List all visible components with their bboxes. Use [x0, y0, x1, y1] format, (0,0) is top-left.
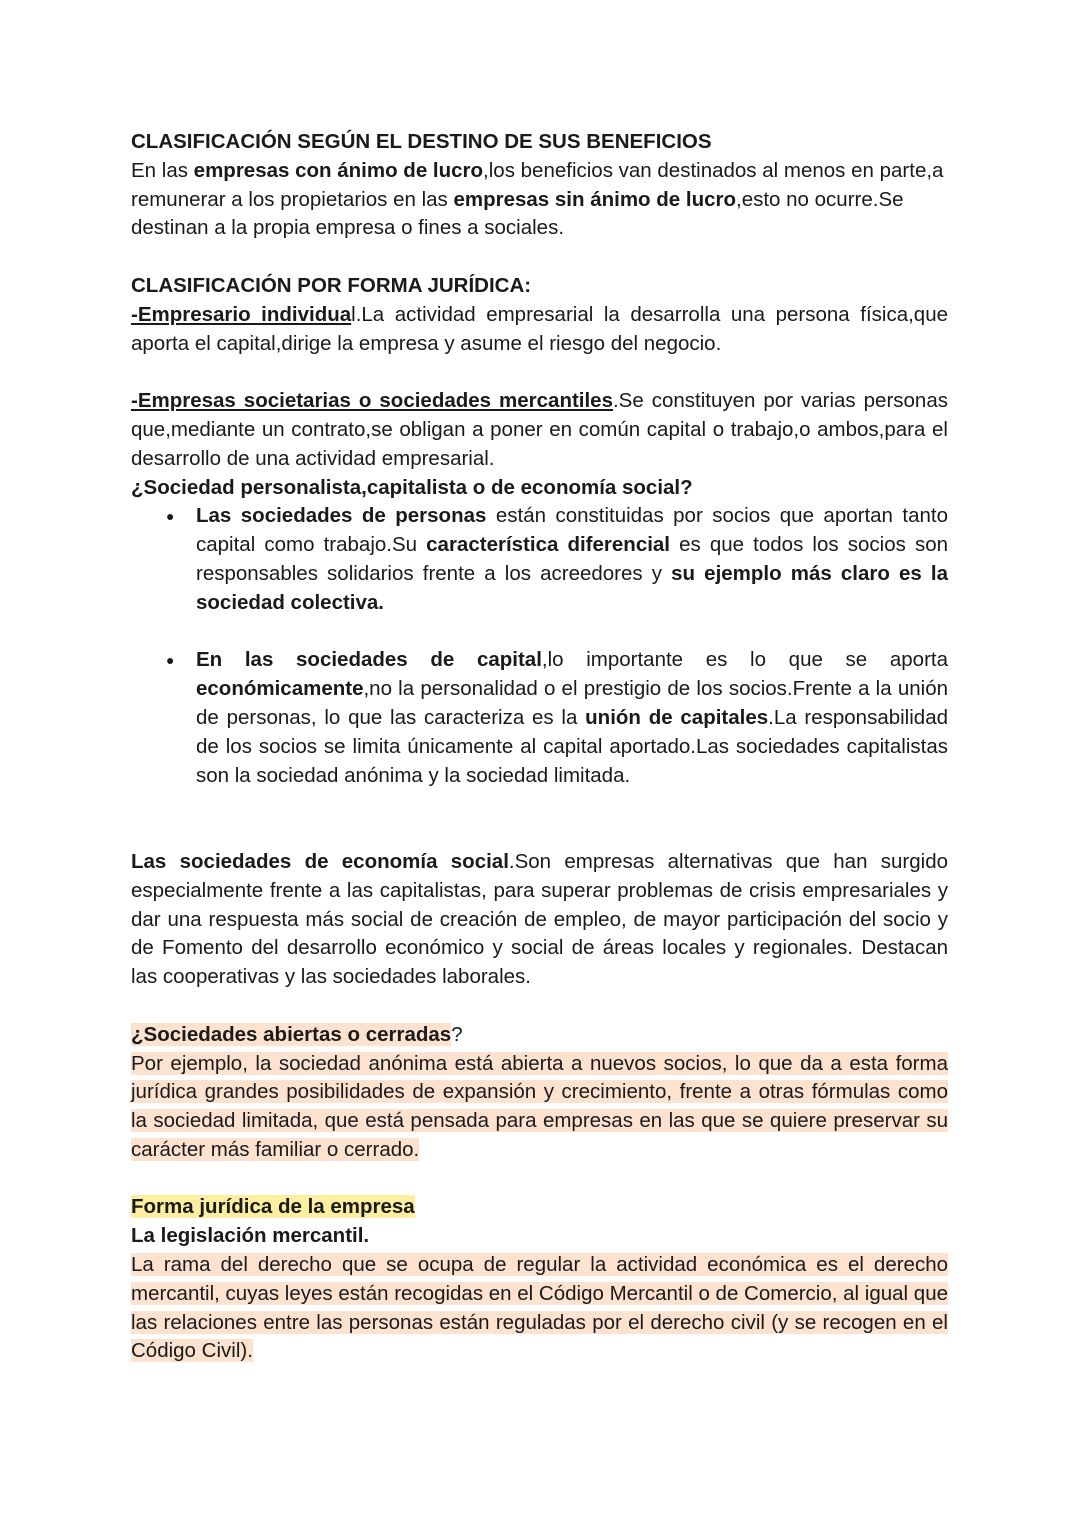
term-union-de-capitales: unión de capitales [585, 705, 769, 729]
term-ejemplo-sociedad-colectiva: su ejemplo más claro es la sociedad colectiva. [196, 561, 948, 614]
paragraph-lucro [131, 157, 948, 243]
text-run: l.La actividad empresarial la desarrolla una persona física,que aporta el capital,dirige la empresa y asume el riesgo del negocio. [131, 302, 948, 355]
subheading-legislacion-mercantil: La legislación mercantil. [131, 1224, 370, 1248]
text-run: ,los beneficios van destinados al menos en parte,a remunerar a los propietarios en las [131, 158, 944, 211]
bullet-sociedades-de-capital [196, 646, 948, 790]
heading-forma-text: Forma jurídica de la empresa [131, 1195, 415, 1219]
text-run: .Son empresas alternativas que han surgido especialmente frente a las capitalistas, para superar problemas de crisis empresariales y dar una respuesta más social de creación de empleo, de mayor participación del socio y de Fomento del desarrollo económico y social de áreas locales y regionales. Destacan las cooperativas y las sociedades laborales. [131, 849, 948, 989]
bullet-sociedades-de-personas [196, 502, 948, 617]
term-con-animo-de-lucro: empresas con ánimo de lucro [193, 158, 484, 182]
paragraph-economia-social [131, 848, 948, 992]
heading-abiertas-text: ¿Sociedades abiertas o cerradas [131, 1022, 452, 1046]
term-empresas-societarias: -Empresas societarias o sociedades mercantiles [131, 389, 613, 413]
paragraph-empresas-societarias [131, 387, 948, 473]
heading-sociedades-abiertas [131, 1021, 948, 1050]
text-run: ,esto no ocurre.Se destinan a la propia empresa o fines a sociales. [131, 187, 904, 240]
term-caracteristica-diferencial: característica diferencial [426, 533, 671, 557]
heading-forma-juridica-empresa [131, 1193, 948, 1222]
highlighted-text: La rama del derecho que se ocupa de regular la actividad económica es el derecho mercantil, cuyas leyes están recogidas en el Código Mercantil o de Comercio, al igual que las relaciones entre las personas están reguladas por el derecho civil (y se recogen en el Código Civil). [131, 1253, 949, 1363]
text-run: .Se constituyen por varias personas que,mediante un contrato,se obligan a poner en común capital o trabajo,o ambos,para el desarrollo de una actividad empresarial. [131, 389, 948, 470]
heading-abiertas-qmark: ? [451, 1022, 463, 1046]
text-run: están constituidas por socios que aportan tanto capital como trabajo.Su [196, 504, 948, 557]
term-sociedades-de-personas: Las sociedades de personas [196, 504, 487, 528]
paragraph-empresario-individual [131, 301, 948, 359]
paragraph-abiertas [131, 1050, 948, 1165]
paragraph-derecho-mercantil [131, 1251, 948, 1366]
document-page [131, 128, 948, 1366]
text-run: es que todos los socios son responsables solidarios frente a los acreedores y [196, 533, 948, 585]
text-run: ,lo importante es lo que se aporta [541, 648, 948, 672]
section-heading-forma-juridica: CLASIFICACIÓN POR FORMA JURÍDICA: [131, 273, 532, 297]
term-sin-animo-de-lucro: empresas sin ánimo de lucro [453, 187, 737, 211]
question-sociedad-personalista: ¿Sociedad personalista,capitalista o de economía social? [131, 475, 693, 499]
term-economicamente: económicamente [196, 677, 364, 701]
section-heading-beneficios: CLASIFICACIÓN SEGÚN EL DESTINO DE SUS BENEFICIOS [131, 130, 712, 153]
text-run: En las [131, 158, 194, 182]
highlighted-text: Por ejemplo, la sociedad anónima está abierta a nuevos socios, lo que da a esta forma jurídica grandes posibilidades de expansión y crecimiento, frente a otras fórmulas como la sociedad limitada, que está pensada para empresas en las que se quiere preservar su carácter más familiar o cerrado. [131, 1051, 948, 1161]
term-empresario-individual: -Empresario individua [131, 302, 352, 326]
bullet-list [131, 502, 948, 790]
text-run: .La responsabilidad de los socios se limita únicamente al capital aportado.Las sociedades capitalistas son la sociedad anónima y la sociedad limitada. [196, 705, 948, 787]
term-economia-social: Las sociedades de economía social [131, 849, 509, 873]
term-sociedades-de-capital: En las sociedades de capital [196, 648, 542, 672]
text-run: ,no la personalidad o el prestigio de los socios.Frente a la unión de personas, lo que las caracteriza es la [196, 677, 948, 729]
